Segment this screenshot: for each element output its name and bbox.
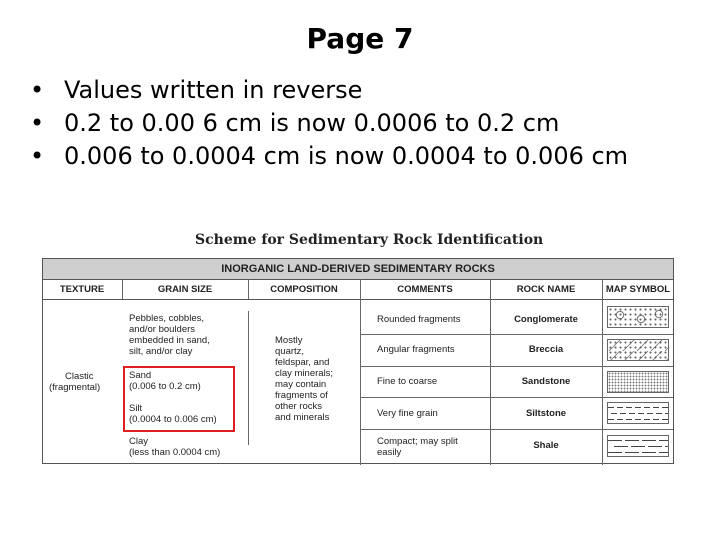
bullet-text: 0.2 to 0.00 6 cm is now 0.0006 to 0.2 cm bbox=[64, 109, 560, 137]
header-rock-name: ROCK NAME bbox=[516, 284, 576, 295]
header-texture: TEXTURE bbox=[59, 284, 105, 295]
column-divider bbox=[248, 279, 249, 299]
grain-line: (0.006 to 0.2 cm) bbox=[129, 381, 201, 392]
header-composition: COMPOSITION bbox=[270, 284, 338, 295]
rock-name-siltstone: Siltstone bbox=[525, 408, 567, 419]
composition-cell bbox=[275, 335, 333, 423]
grain-line: (less than 0.0004 cm) bbox=[129, 447, 221, 458]
composition-line: feldspar, and bbox=[275, 357, 330, 368]
texture-cell bbox=[49, 371, 100, 393]
bullet-text: Values written in reverse bbox=[64, 76, 363, 104]
bullet-dot-icon: • bbox=[30, 109, 45, 137]
header-divider bbox=[43, 299, 673, 300]
rock-name-breccia: Breccia bbox=[528, 344, 564, 355]
bullet-item bbox=[30, 74, 628, 107]
grain-line: (0.0004 to 0.006 cm) bbox=[129, 414, 217, 425]
row-divider bbox=[361, 366, 673, 367]
grain-line: Silt bbox=[129, 403, 143, 414]
comment-siltstone: Very fine grain bbox=[377, 408, 438, 419]
rock-name-conglomerate: Conglomerate bbox=[514, 314, 578, 325]
bullet-list bbox=[30, 74, 628, 173]
row-divider bbox=[361, 397, 673, 398]
table-band-heading: INORGANIC LAND-DERIVED SEDIMENTARY ROCKS bbox=[43, 259, 673, 280]
row-divider bbox=[361, 429, 673, 430]
grain-size-pebbles bbox=[129, 313, 210, 357]
row-divider bbox=[361, 334, 673, 335]
comment-line: Compact; may split bbox=[377, 436, 458, 447]
grain-line: Clay bbox=[129, 436, 149, 447]
texture-line: (fragmental) bbox=[49, 382, 101, 393]
grain-line: Sand bbox=[129, 370, 152, 381]
column-divider bbox=[122, 279, 123, 299]
bullet-item bbox=[30, 140, 628, 173]
composition-line: clay minerals; bbox=[275, 368, 334, 379]
grain-line: embedded in sand, bbox=[129, 335, 210, 346]
conglomerate-symbol-icon bbox=[607, 306, 669, 328]
header-comments: COMMENTS bbox=[397, 284, 453, 295]
header-grain-size: GRAIN SIZE bbox=[157, 284, 213, 295]
sand-silt-highlight-box bbox=[123, 366, 235, 432]
siltstone-symbol-icon bbox=[607, 402, 669, 424]
rock-name-sandstone: Sandstone bbox=[521, 376, 571, 387]
column-divider bbox=[248, 311, 249, 445]
slide-title: Page 7 bbox=[306, 22, 414, 55]
header-map-symbol: MAP SYMBOL bbox=[605, 284, 671, 295]
grain-line: Pebbles, cobbles, bbox=[129, 313, 204, 324]
composition-line: and minerals bbox=[275, 412, 330, 423]
scheme-title: Scheme for Sedimentary Rock Identification bbox=[195, 232, 544, 248]
comment-conglomerate: Rounded fragments bbox=[377, 314, 461, 325]
column-divider bbox=[360, 279, 361, 465]
comment-breccia: Angular fragments bbox=[377, 344, 455, 355]
composition-line: Mostly bbox=[275, 335, 303, 346]
breccia-symbol-icon bbox=[607, 339, 669, 361]
comment-line: easily bbox=[377, 447, 402, 458]
shale-symbol-icon bbox=[607, 435, 669, 457]
composition-line: quartz, bbox=[275, 346, 305, 357]
grain-line: and/or boulders bbox=[129, 324, 196, 335]
composition-line: other rocks bbox=[275, 401, 322, 412]
column-divider bbox=[602, 279, 603, 465]
texture-line: Clastic bbox=[65, 371, 94, 382]
bullet-item bbox=[30, 107, 628, 140]
bullet-dot-icon: • bbox=[30, 142, 45, 170]
bullet-dot-icon: • bbox=[30, 76, 45, 104]
grain-line: silt, and/or clay bbox=[129, 346, 193, 357]
rock-name-shale: Shale bbox=[533, 440, 559, 451]
rock-identification-table bbox=[42, 258, 674, 464]
comment-shale bbox=[377, 436, 458, 458]
composition-line: may contain bbox=[275, 379, 327, 390]
composition-line: fragments of bbox=[275, 390, 328, 401]
sandstone-symbol-icon bbox=[607, 371, 669, 393]
column-divider bbox=[490, 279, 491, 465]
grain-size-clay bbox=[129, 436, 220, 458]
comment-sandstone: Fine to coarse bbox=[377, 376, 438, 387]
bullet-text: 0.006 to 0.0004 cm is now 0.0004 to 0.006 cm bbox=[64, 142, 629, 170]
